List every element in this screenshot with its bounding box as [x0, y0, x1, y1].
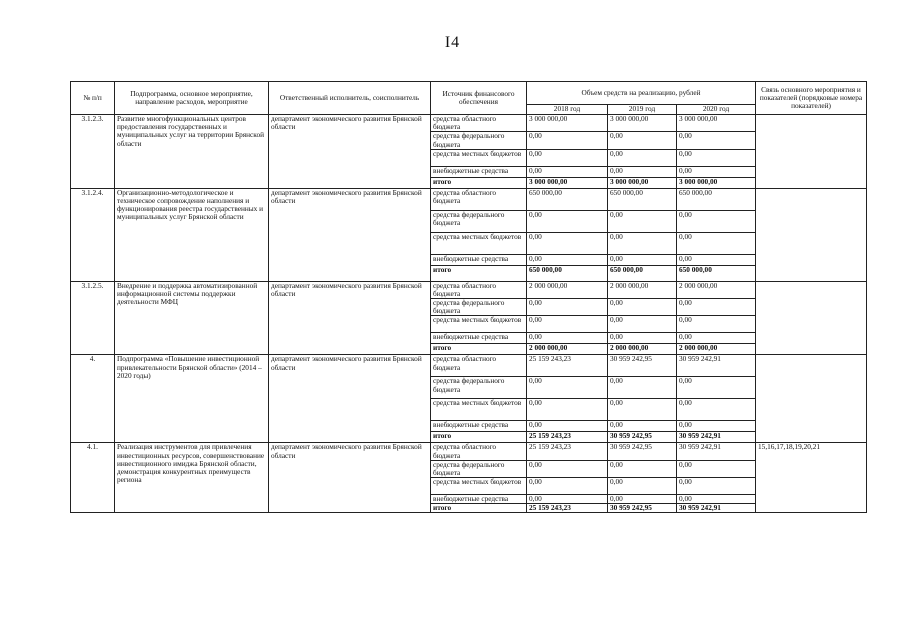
amount-2018: 0,00 [527, 421, 608, 432]
amount-2019: 0,00 [608, 132, 677, 149]
amount-2018: 0,00 [527, 132, 608, 149]
amount-2020: 0,00 [677, 254, 756, 265]
amount-2020: 3 000 000,00 [677, 177, 756, 188]
amount-2019: 3 000 000,00 [608, 115, 677, 132]
amount-2018: 0,00 [527, 210, 608, 232]
item-number: 4.1. [71, 443, 115, 513]
item-number: 4. [71, 355, 115, 443]
amount-2019: 0,00 [608, 333, 677, 344]
amount-2019: 0,00 [608, 232, 677, 254]
amount-2018: 650 000,00 [527, 188, 608, 210]
amount-2019: 0,00 [608, 495, 677, 504]
amount-2018: 0,00 [527, 460, 608, 477]
amount-2018: 0,00 [527, 377, 608, 399]
amount-2019: 0,00 [608, 149, 677, 166]
header-year-2020: 2020 год [677, 105, 756, 115]
funding-source-local: средства местных бюджетов [431, 399, 527, 421]
item-number: 3.1.2.4. [71, 188, 115, 281]
table-row [71, 115, 867, 132]
funding-source-federal: средства федерального бюджета [431, 132, 527, 149]
amount-2019: 30 959 242,95 [608, 443, 677, 460]
funding-source-total: итого [431, 265, 527, 281]
amount-2019: 0,00 [608, 478, 677, 495]
item-name: Развитие многофункциональных центров предоставления государственных и муниципальных услуг на территории Брянской области [115, 115, 269, 189]
amount-2018: 0,00 [527, 149, 608, 166]
funding-source-local: средства местных бюджетов [431, 316, 527, 333]
amount-2018: 25 159 243,23 [527, 504, 608, 513]
funding-source-federal: средства федерального бюджета [431, 377, 527, 399]
amount-2019: 0,00 [608, 460, 677, 477]
funding-source-total: итого [431, 177, 527, 188]
item-name: Организационно-методологическое и техническое сопровождение наполнения и функционирования реестра государственных и муниципальных услуг Брянской области [115, 188, 269, 281]
amount-2020: 30 959 242,91 [677, 355, 756, 377]
amount-2018: 0,00 [527, 166, 608, 177]
item-name: Реализация инструментов для привлечения инвестиционных ресурсов, совершенствование инвестиционного имиджа Брянской области, демонстрация конкурентных преимуществ региона [115, 443, 269, 513]
amount-2019: 0,00 [608, 299, 677, 316]
header-executor: Ответственный исполнитель, соисполнитель [269, 82, 431, 115]
funding-source-total: итого [431, 432, 527, 443]
amount-2019: 0,00 [608, 166, 677, 177]
indicator-links [756, 115, 867, 189]
amount-2018: 0,00 [527, 254, 608, 265]
amount-2018: 25 159 243,23 [527, 355, 608, 377]
amount-2020: 2 000 000,00 [677, 281, 756, 298]
amount-2018: 0,00 [527, 478, 608, 495]
funding-source-total: итого [431, 504, 527, 513]
amount-2020: 650 000,00 [677, 265, 756, 281]
table-row [71, 188, 867, 210]
funding-source-offbudget: внебюджетные средства [431, 495, 527, 504]
funding-source-regional: средства областного бюджета [431, 115, 527, 132]
header-row [71, 82, 867, 105]
amount-2019: 0,00 [608, 210, 677, 232]
amount-2019: 0,00 [608, 377, 677, 399]
funding-source-local: средства местных бюджетов [431, 232, 527, 254]
item-executor: департамент экономического развития Брянской области [269, 115, 431, 189]
amount-2019: 2 000 000,00 [608, 344, 677, 355]
amount-2020: 0,00 [677, 421, 756, 432]
indicator-links: 15,16,17,18,19,20,21 [756, 443, 867, 513]
header-year-2018: 2018 год [527, 105, 608, 115]
funding-source-federal: средства федерального бюджета [431, 210, 527, 232]
amount-2018: 0,00 [527, 232, 608, 254]
amount-2018: 0,00 [527, 495, 608, 504]
amount-2018: 3 000 000,00 [527, 115, 608, 132]
amount-2019: 0,00 [608, 421, 677, 432]
funding-source-offbudget: внебюджетные средства [431, 166, 527, 177]
amount-2018: 0,00 [527, 316, 608, 333]
amount-2020: 0,00 [677, 299, 756, 316]
amount-2020: 650 000,00 [677, 188, 756, 210]
funding-source-regional: средства областного бюджета [431, 355, 527, 377]
amount-2019: 0,00 [608, 254, 677, 265]
budget-table [70, 81, 867, 513]
amount-2020: 30 959 242,91 [677, 504, 756, 513]
item-executor: департамент экономического развития Брянской области [269, 188, 431, 281]
amount-2020: 0,00 [677, 399, 756, 421]
item-executor: департамент экономического развития Брянской области [269, 355, 431, 443]
table-row [71, 443, 867, 460]
amount-2020: 0,00 [677, 478, 756, 495]
header-sources: Источник финансового обеспечения [431, 82, 527, 115]
amount-2019: 3 000 000,00 [608, 177, 677, 188]
funding-source-offbudget: внебюджетные средства [431, 254, 527, 265]
amount-2019: 650 000,00 [608, 188, 677, 210]
amount-2018: 0,00 [527, 399, 608, 421]
amount-2018: 650 000,00 [527, 265, 608, 281]
indicator-links [756, 188, 867, 281]
amount-2018: 0,00 [527, 333, 608, 344]
amount-2020: 0,00 [677, 333, 756, 344]
header-links: Связь основного мероприятия и показателей (порядковые номера показателей) [756, 82, 867, 115]
amount-2020: 30 959 242,91 [677, 443, 756, 460]
header-num: № п/п [71, 82, 115, 115]
funding-source-regional: средства областного бюджета [431, 443, 527, 460]
amount-2019: 0,00 [608, 316, 677, 333]
item-number: 3.1.2.5. [71, 281, 115, 355]
funding-source-offbudget: внебюджетные средства [431, 421, 527, 432]
table-row [71, 281, 867, 298]
amount-2019: 30 959 242,95 [608, 355, 677, 377]
table-row [71, 355, 867, 377]
amount-2018: 25 159 243,23 [527, 432, 608, 443]
table-body [71, 115, 867, 513]
page-number: I4 [444, 34, 461, 51]
item-name: Внедрение и поддержка автоматизированной информационной системы поддержки деятельности МФЦ [115, 281, 269, 355]
funding-source-regional: средства областного бюджета [431, 188, 527, 210]
funding-source-federal: средства федерального бюджета [431, 299, 527, 316]
amount-2020: 0,00 [677, 149, 756, 166]
amount-2020: 0,00 [677, 232, 756, 254]
funding-source-total: итого [431, 344, 527, 355]
amount-2019: 30 959 242,95 [608, 432, 677, 443]
item-executor: департамент экономического развития Брянской области [269, 443, 431, 513]
amount-2020: 0,00 [677, 132, 756, 149]
indicator-links [756, 281, 867, 355]
amount-2018: 2 000 000,00 [527, 281, 608, 298]
amount-2018: 3 000 000,00 [527, 177, 608, 188]
header-volume: Объем средств на реализацию, рублей [527, 82, 756, 105]
funding-source-local: средства местных бюджетов [431, 478, 527, 495]
amount-2019: 650 000,00 [608, 265, 677, 281]
item-name: Подпрограмма «Повышение инвестиционной привлекательности Брянской области» (2014 – 2020 годы) [115, 355, 269, 443]
amount-2020: 0,00 [677, 210, 756, 232]
header-year-2019: 2019 год [608, 105, 677, 115]
amount-2020: 0,00 [677, 166, 756, 177]
amount-2018: 25 159 243,23 [527, 443, 608, 460]
amount-2020: 30 959 242,91 [677, 432, 756, 443]
header-subprogram: Подпрограмма, основное мероприятие, направление расходов, мероприятие [115, 82, 269, 115]
amount-2018: 2 000 000,00 [527, 344, 608, 355]
indicator-links [756, 355, 867, 443]
amount-2020: 3 000 000,00 [677, 115, 756, 132]
amount-2020: 0,00 [677, 460, 756, 477]
amount-2020: 0,00 [677, 495, 756, 504]
amount-2018: 0,00 [527, 299, 608, 316]
item-number: 3.1.2.3. [71, 115, 115, 189]
amount-2019: 0,00 [608, 399, 677, 421]
funding-source-regional: средства областного бюджета [431, 281, 527, 298]
amount-2020: 0,00 [677, 377, 756, 399]
item-executor: департамент экономического развития Брянской области [269, 281, 431, 355]
amount-2020: 0,00 [677, 316, 756, 333]
amount-2019: 30 959 242,95 [608, 504, 677, 513]
amount-2019: 2 000 000,00 [608, 281, 677, 298]
funding-source-offbudget: внебюджетные средства [431, 333, 527, 344]
funding-source-federal: средства федерального бюджета [431, 460, 527, 477]
funding-source-local: средства местных бюджетов [431, 149, 527, 166]
amount-2020: 2 000 000,00 [677, 344, 756, 355]
